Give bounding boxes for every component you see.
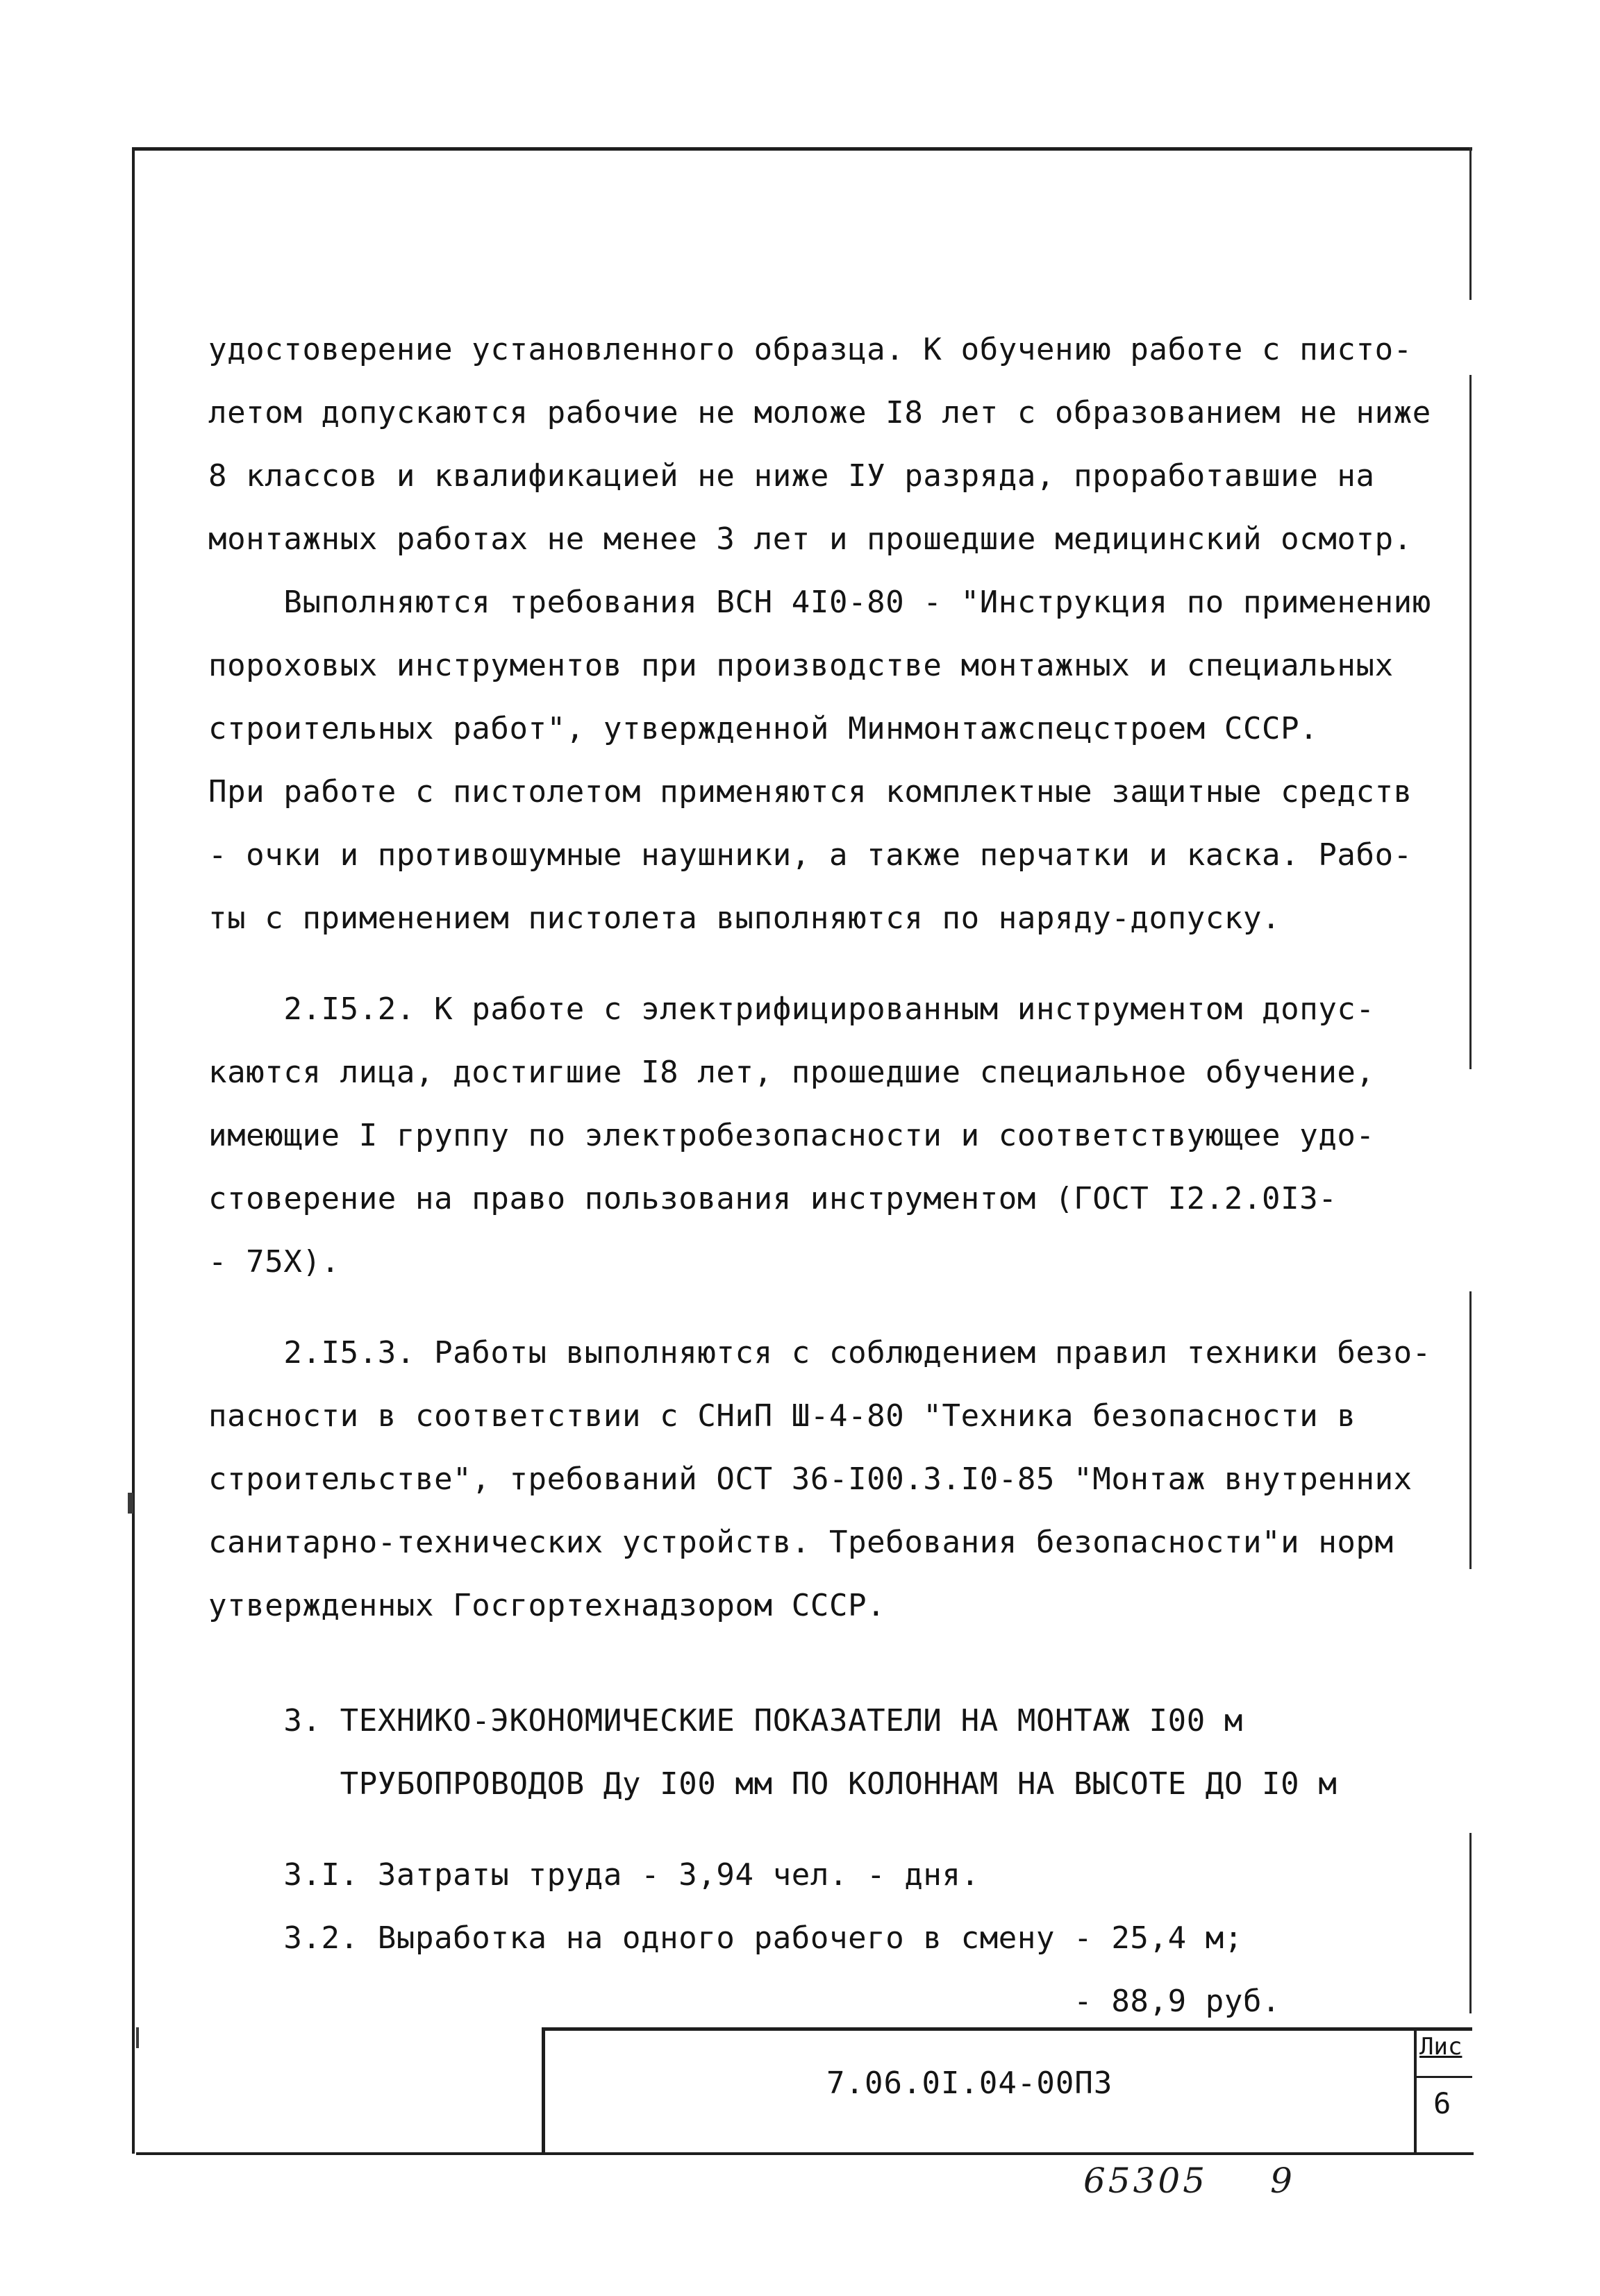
handwritten-archive-number bbox=[1083, 2161, 1295, 2201]
sheet-number: 6 bbox=[1433, 2086, 1451, 2120]
paragraph-2-15-2-line: - 75Х). bbox=[208, 1244, 340, 1280]
frame-right-border-mid bbox=[1469, 375, 1472, 1069]
sheet-column-divider bbox=[1414, 2027, 1417, 2152]
section-3-heading-line: ТРУБОПРОВОДОВ Ду I00 мм ПО КОЛОННАМ НА ВЫСОТЕ ДО I0 м bbox=[208, 1766, 1338, 1802]
section-3-heading-line: 3. ТЕХНИКО-ЭКОНОМИЧЕСКИЕ ПОКАЗАТЕЛИ НА МОНТАЖ I00 м bbox=[208, 1703, 1243, 1738]
frame-left-border bbox=[132, 147, 135, 2154]
text-line: При работе с пистолетом применяются комплектные защитные средств bbox=[208, 774, 1412, 810]
paragraph-2-15-2-line: 2.I5.2. К работе с электрифицированным инструментом допус- bbox=[208, 991, 1375, 1027]
frame-right-border-low bbox=[1469, 1291, 1472, 1569]
paragraph-2-15-2-line: имеющие I группу по электробезопасности и соответствующее удо- bbox=[208, 1118, 1375, 1153]
paragraph-2-15-2-line: стоверение на право пользования инструментом (ГОСТ I2.2.0I3- bbox=[208, 1181, 1338, 1216]
text-line: удостоверение установленного образца. К обучению работе с писто- bbox=[208, 332, 1412, 367]
frame-right-border-upper bbox=[1469, 147, 1472, 300]
section-3-item: 3.2. Выработка на одного рабочего в смену - 25,4 м; bbox=[208, 1920, 1243, 1956]
text-line: летом допускаются рабочие не моложе I8 лет с образованием не ниже bbox=[208, 395, 1431, 430]
text-line: - очки и противошумные наушники, а также перчатки и каска. Рабо- bbox=[208, 837, 1412, 873]
text-line: пороховых инструментов при производстве монтажных и специальных bbox=[208, 648, 1394, 683]
frame-top-border bbox=[132, 147, 1472, 151]
text-line: 8 классов и квалификацией не ниже IУ разряда, проработавшие на bbox=[208, 458, 1375, 494]
document-body bbox=[208, 318, 1465, 2033]
archive-number: 65305 bbox=[1083, 2161, 1208, 2201]
text-line: монтажных работах не менее 3 лет и прошедшие медицинский осмотр. bbox=[208, 521, 1412, 557]
frame-bottom-border bbox=[136, 2152, 1474, 2155]
paragraph-2-15-3-line: утвержденных Госгортехнадзором СССР. bbox=[208, 1588, 886, 1623]
paragraph-2-15-3-line: строительстве", требований ОСТ 36-I00.3.I0-85 "Монтаж внутренних bbox=[208, 1461, 1412, 1497]
text-line: Выполняются требования ВСН 4I0-80 - "Инструкция по применению bbox=[208, 585, 1431, 620]
scan-mark-left bbox=[128, 1493, 133, 1514]
text-line: строительных работ", утвержденной Минмонтажспецстроем СССР. bbox=[208, 711, 1319, 746]
paragraph-2-15-2-line: каются лица, достигшие I8 лет, прошедшие специальное обучение, bbox=[208, 1055, 1375, 1090]
paragraph-2-15-3-line: санитарно-технических устройств. Требования безопасности"и норм bbox=[208, 1525, 1394, 1560]
paragraph-2-15-3-line: 2.I5.3. Работы выполняются с соблюдением правил техники безо- bbox=[208, 1335, 1431, 1371]
sheet-label: Лис bbox=[1419, 2033, 1462, 2061]
sheet-label-divider bbox=[1414, 2076, 1472, 2078]
section-3-item: 3.I. Затраты труда - 3,94 чел. - дня. bbox=[208, 1857, 980, 1893]
section-3-item: - 88,9 руб. bbox=[208, 1984, 1281, 2019]
archive-page: 9 bbox=[1270, 2161, 1295, 2201]
paragraph-2-15-3-line: пасности в соответствии с СНиП Ш-4-80 "Техника безопасности в bbox=[208, 1398, 1356, 1434]
text-line: ты с применением пистолета выполняются по наряду-допуску. bbox=[208, 900, 1281, 936]
frame-right-border-bottom bbox=[1469, 1833, 1472, 2013]
document-code: 7.06.0I.04-00ПЗ bbox=[826, 2065, 1113, 2101]
scan-mark-left-low bbox=[136, 2027, 139, 2048]
